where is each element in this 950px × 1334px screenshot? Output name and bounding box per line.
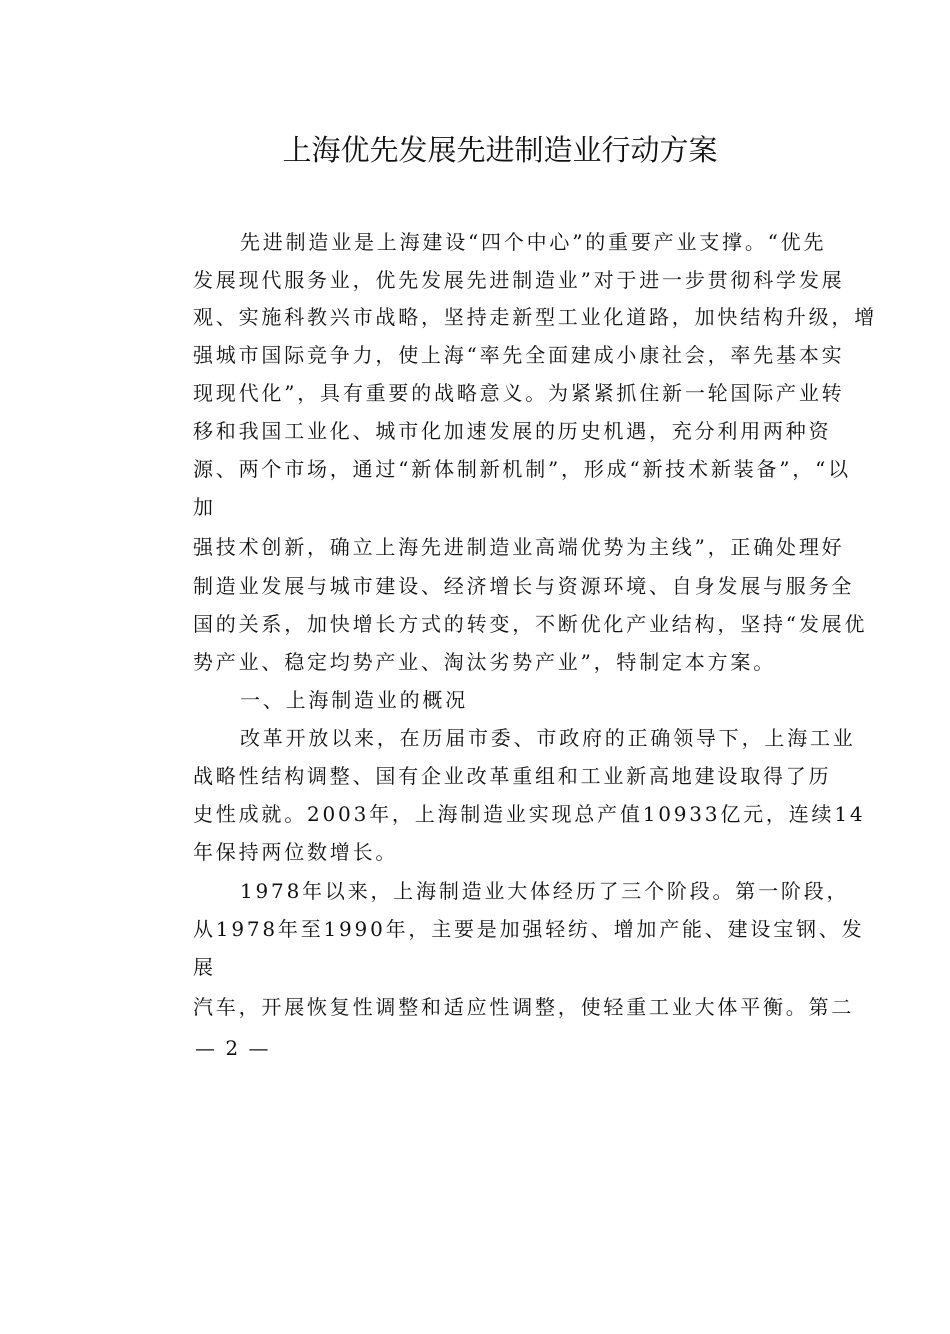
paragraph-line: 汽车，开展恢复性调整和适应性调整，使轻重工业大体平衡。第二 bbox=[193, 995, 855, 1019]
paragraph-line: 势产业、稳定均势产业、淘汰劣势产业”，特制定本方案。 bbox=[193, 650, 777, 674]
paragraph-line: 史性成就。2003年，上海制造业实现总产值10933亿元，连续14 bbox=[193, 802, 866, 826]
paragraph-line: 观、实施科教兴市战略，坚持走新型工业化道路，加快结构升级，增 bbox=[193, 305, 877, 329]
paragraph-line: 年保持两位数增长。 bbox=[193, 840, 399, 864]
paragraph-line: 展 bbox=[193, 955, 216, 979]
paragraph-line: 发展现代服务业，优先发展先进制造业”对于进一步贯彻科学发展 bbox=[193, 268, 845, 292]
document-title: 上海优先发展先进制造业行动方案 bbox=[282, 133, 718, 167]
paragraph-line: 制造业发展与城市建设、经济增长与资源环境、自身发展与服务全 bbox=[193, 574, 855, 598]
paragraph-line: 现现代化”，具有重要的战略意义。为紧紧抓住新一轮国际产业转 bbox=[193, 381, 845, 405]
paragraph-line: 1978年以来，上海制造业大体经历了三个阶段。第一阶段， bbox=[240, 879, 850, 903]
paragraph-line: 国的关系，加快增长方式的转变，不断优化产业结构，坚持“发展优 bbox=[193, 612, 868, 636]
paragraph-line: 从1978年至1990年，主要是加强轻纺、增加产能、建设宝钢、发 bbox=[193, 917, 865, 941]
paragraph-line: 加 bbox=[193, 495, 216, 519]
paragraph-line: 战略性结构调整、国有企业改革重组和工业新高地建设取得了历 bbox=[193, 764, 832, 788]
paragraph-line: 源、两个市场，通过“新体制新机制”，形成“新技术新装备”，“以 bbox=[193, 457, 851, 481]
paragraph-line: 移和我国工业化、城市化加速发展的历史机遇，充分利用两种资 bbox=[193, 419, 832, 443]
paragraph-line: 改革开放以来，在历届市委、市政府的正确领导下，上海工业 bbox=[240, 726, 856, 750]
paragraph-line: 强技术创新，确立上海先进制造业高端优势为主线”，正确处理好 bbox=[193, 535, 845, 559]
paragraph-line: 强城市国际竞争力，使上海“率先全面建成小康社会，率先基本实 bbox=[193, 343, 845, 367]
paragraph-line: 先进制造业是上海建设“四个中心”的重要产业支撑。“优先 bbox=[240, 230, 827, 254]
page-number: — 2 — bbox=[195, 1036, 271, 1060]
section-heading: 一、上海制造业的概况 bbox=[240, 688, 468, 712]
